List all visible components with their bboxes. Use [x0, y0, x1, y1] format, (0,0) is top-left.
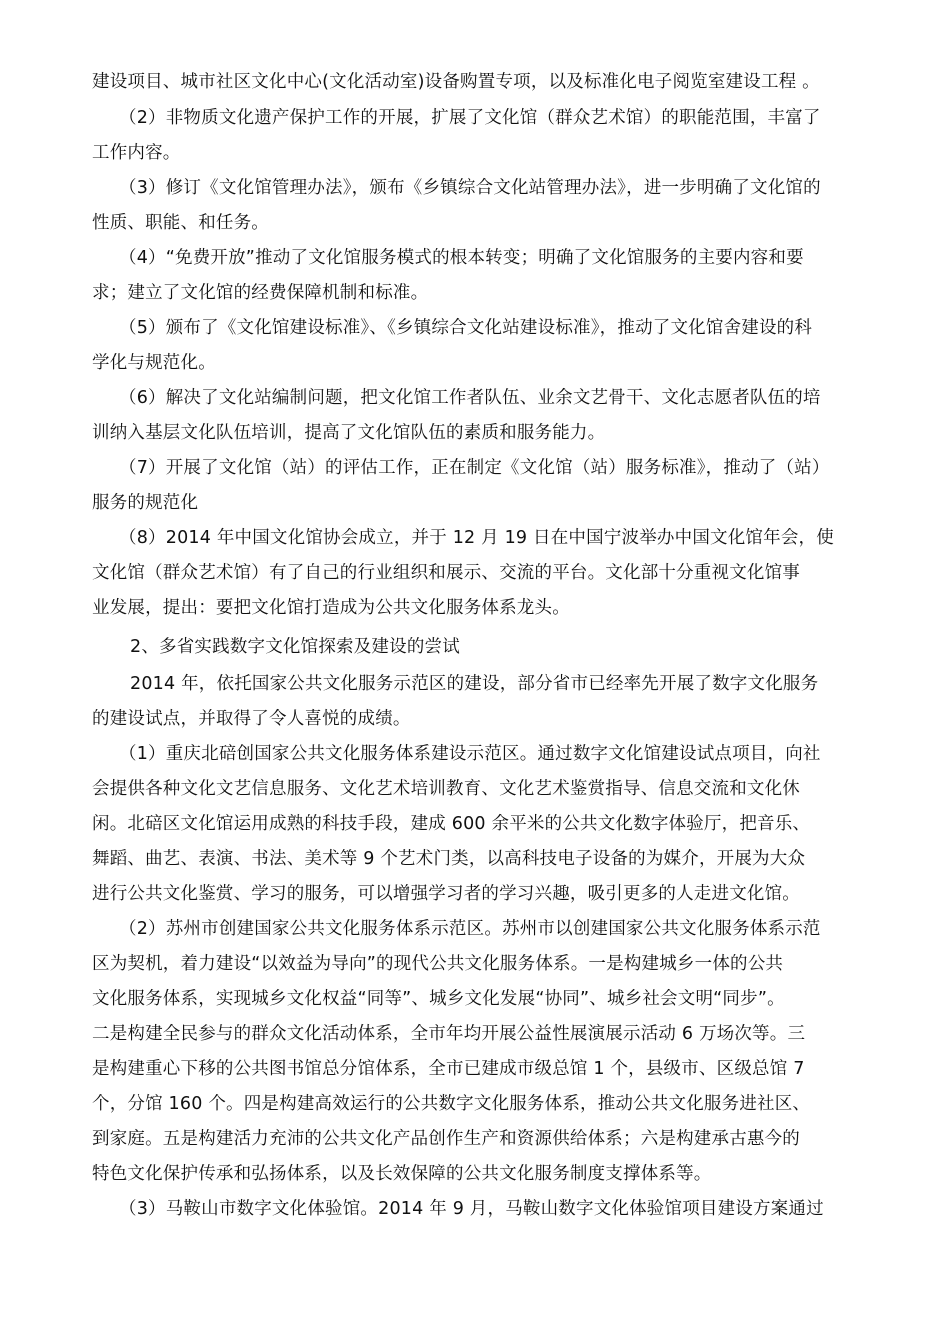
text-line: 建设项目、城市社区文化中心(文化活动室)设备购置专项，以及标准化电子阅览室建设工程 。: [92, 72, 820, 92]
text-line: 业发展，提出：要把文化馆打造成为公共文化服务体系龙头。: [92, 598, 570, 618]
text-line: 是构建重心下移的公共图书馆总分馆体系，全市已建成市级总馆 1 个，县级市、区级总馆 7: [92, 1059, 805, 1079]
text-line: （1）重庆北碚创国家公共文化服务体系建设示范区。通过数字文化馆建设试点项目，向社: [119, 744, 821, 764]
text-line: 学化与规范化。: [92, 353, 216, 373]
text-line: 的建设试点，并取得了令人喜悦的成绩。: [92, 709, 411, 729]
text-line: 训纳入基层文化队伍培训，提高了文化馆队伍的素质和服务能力。: [92, 423, 606, 443]
text-line: （5）颁布了《文化馆建设标准》、《乡镇综合文化站建设标准》，推动了文化馆舍建设的科: [119, 318, 813, 338]
text-line: （2）苏州市创建国家公共文化服务体系示范区。苏州市以创建国家公共文化服务体系示范: [119, 919, 821, 939]
text-line: 会提供各种文化文艺信息服务、文化艺术培训教育、文化艺术鉴赏指导、信息交流和文化休: [92, 779, 800, 799]
text-line: 性质、职能、和任务。: [92, 213, 269, 233]
text-line: 区为契机，着力建设“以效益为导向”的现代公共文化服务体系。一是构建城乡一体的公共: [92, 954, 784, 974]
text-line: （2）非物质文化遗产保护工作的开展，扩展了文化馆（群众艺术馆）的职能范围，丰富了: [119, 108, 821, 128]
text-line: 舞蹈、曲艺、表演、书法、美术等 9 个艺术门类，以高科技电子设备的为媒介，开展为大众: [92, 849, 806, 869]
text-line: 求；建立了文化馆的经费保障机制和标准。: [92, 283, 429, 303]
text-line: （3）马鞍山市数字文化体验馆。2014 年 9 月，马鞍山数字文化体验馆项目建设方案通过: [119, 1199, 824, 1219]
text-line: （3）修订《文化馆管理办法》，颁布《乡镇综合文化站管理办法》，进一步明确了文化馆的: [119, 178, 821, 198]
text-line: 工作内容。: [92, 143, 181, 163]
text-line: 个，分馆 160 个。四是构建高效运行的公共数字文化服务体系，推动公共文化服务进社区、: [92, 1094, 811, 1114]
text-line: 进行公共文化鉴赏、学习的服务，可以增强学习者的学习兴趣，吸引更多的人走进文化馆。: [92, 884, 800, 904]
text-line: （6）解决了文化站编制问题，把文化馆工作者队伍、业余文艺骨干、文化志愿者队伍的培: [119, 388, 821, 408]
text-line: 2014 年，依托国家公共文化服务示范区的建设，部分省市已经率先开展了数字文化服务: [130, 674, 819, 694]
text-line: （7）开展了文化馆（站）的评估工作，正在制定《文化馆（站）服务标准》，推动了（站）: [119, 458, 830, 478]
text-line: 二是构建全民参与的群众文化活动体系，全市年均开展公益性展演展示活动 6 万场次等。三: [92, 1024, 806, 1044]
text-line: 文化馆（群众艺术馆）有了自己的行业组织和展示、交流的平台。文化部十分重视文化馆事: [92, 563, 800, 583]
section-heading: 2、多省实践数字文化馆探索及建设的尝试: [130, 637, 460, 657]
text-line: 到家庭。五是构建活力充沛的公共文化产品创作生产和资源供给体系；六是构建承古惠今的: [92, 1129, 800, 1149]
text-line: 文化服务体系，实现城乡文化权益“同等”、城乡文化发展“协同”、城乡社会文明“同步”。: [92, 989, 785, 1009]
text-line: 服务的规范化: [92, 493, 199, 513]
text-line: （8）2014 年中国文化馆协会成立，并于 12 月 19 日在中国宁波举办中国文化馆年会，使: [119, 528, 834, 548]
text-line: 闲。北碚区文化馆运用成熟的科技手段，建成 600 余平米的公共文化数字体验厅，把音乐、: [92, 814, 811, 834]
text-line: （4）“免费开放”推动了文化馆服务模式的根本转变；明确了文化馆服务的主要内容和要: [119, 248, 804, 268]
text-line: 特色文化保护传承和弘扬体系，以及长效保障的公共文化服务制度支撑体系等。: [92, 1164, 712, 1184]
